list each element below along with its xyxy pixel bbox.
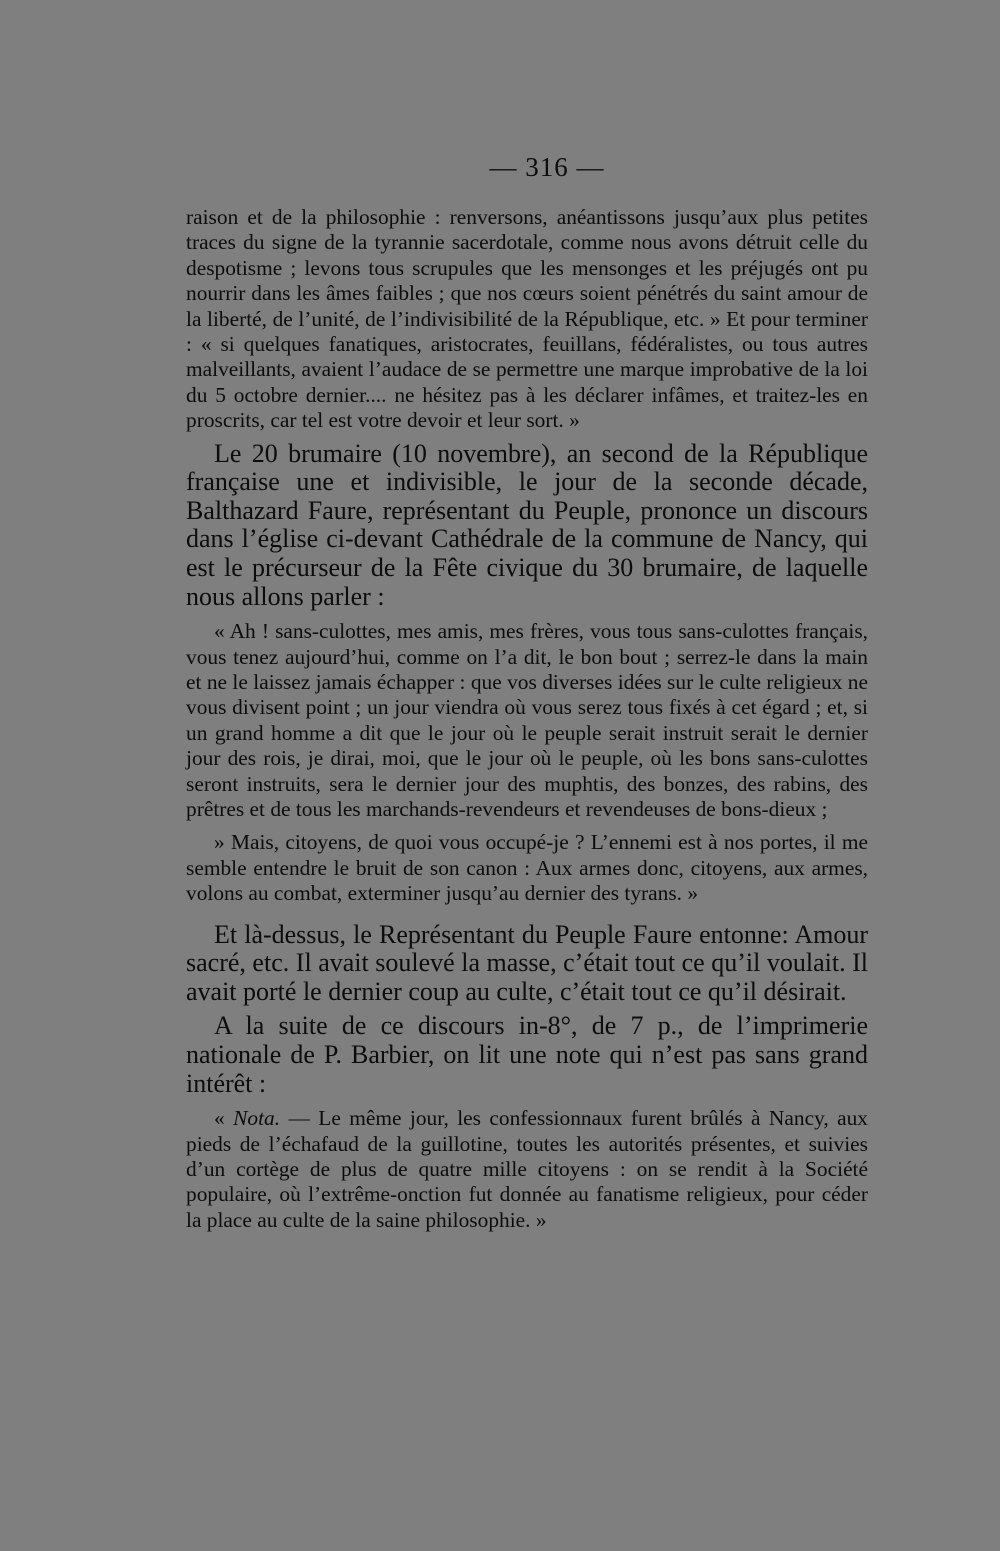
paragraph-faure: Et là-dessus, le Représentant du Peuple Faure entonne: Amour sacré, etc. Il avait soulevé la masse, c’était tout ce qu’il voulait. Il avait porté le dernier coup au culte, c’était tout ce qu’il désirait.	[186, 919, 868, 1006]
paragraph-discours: A la suite de ce discours in-8°, de 7 p., de l’imprimerie nationale de P. Barbier, on lit une note qui n’est pas sans grand intérêt :	[186, 1011, 868, 1098]
paragraph-speech-2: » Mais, citoyens, de quoi vous occupé-je ? L’ennemi est à nos portes, il me semble entendre le bruit de son canon : Aux armes donc, citoyens, aux armes, volons au combat, exterminer jusqu’au dernier des tyrans. »	[186, 830, 868, 906]
nota-label: Nota.	[233, 1106, 281, 1131]
nota-open-quote: «	[214, 1106, 234, 1131]
paragraph-quote-continuation: raison et de la philosophie : renversons, anéantissons jusqu’aux plus petites traces du signe de la tyrannie sacerdotale, comme nous avons détruit celle du despotisme ; levons tous scrupules que les mensonges et les préjugés ont pu nourrir dans les âmes faibles ; que nos cœurs soient pénétrés du saint amour de la liberté, de l’unité, de l’indivisibilité de la République, etc. » Et pour terminer : « si quelques fanatiques, aristocrates, feuillans, fédéralistes, ou tous autres malveillants, avaient l’audace de se permettre une marque improbative de la loi du 5 octobre dernier.... ne hésitez pas à les déclarer infâmes, et traitez-les en proscrits, car tel est votre devoir et leur sort. »	[186, 205, 868, 433]
paragraph-brumaire: Le 20 brumaire (10 novembre), an second de la République française une et indivisible, le jour de la seconde décade, Balthazard Faure, représentant du Peuple, prononce un discours dans l’église ci-devant Cathédrale de la commune de Nancy, qui est le précurseur de la Fête civique du 30 brumaire, de laquelle nous allons parler :	[186, 438, 868, 611]
book-page	[186, 152, 868, 1233]
page-number: — 316 —	[489, 152, 605, 182]
paragraph-nota	[186, 1106, 868, 1233]
nota-text: — Le même jour, les confessionnaux furent brûlés à Nancy, aux pieds de l’échafaud de la guillotine, toutes les autorités présentes, et suivies d’un cortège de plus de quatre mille citoyens : on se rendit à la Société populaire, où l’extrême-onction fut donnée au fanatisme religieux, pour céder la place au culte de la saine philosophie. »	[186, 1106, 869, 1232]
paragraph-speech-1: « Ah ! sans-culottes, mes amis, mes frères, vous tous sans-culottes français, vous tenez aujourd’hui, comme on l’a dit, le bon bout ; serrez-le dans la main et ne le laissez jamais échapper : que vos diverses idées sur le culte religieux ne vous divisent point ; un jour viendra où vous serez tous fixés à cet égard ; et, si un grand homme a dit que le jour où le peuple serait instruit serait le dernier jour des rois, je dirai, moi, que le jour où le peuple, où les bons sans-culottes seront instruits, sera le dernier jour des muphtis, des bonzes, des rabins, des prêtres et de tous les marchands-revendeurs et revendeuses de bons-dieux ;	[186, 619, 868, 822]
